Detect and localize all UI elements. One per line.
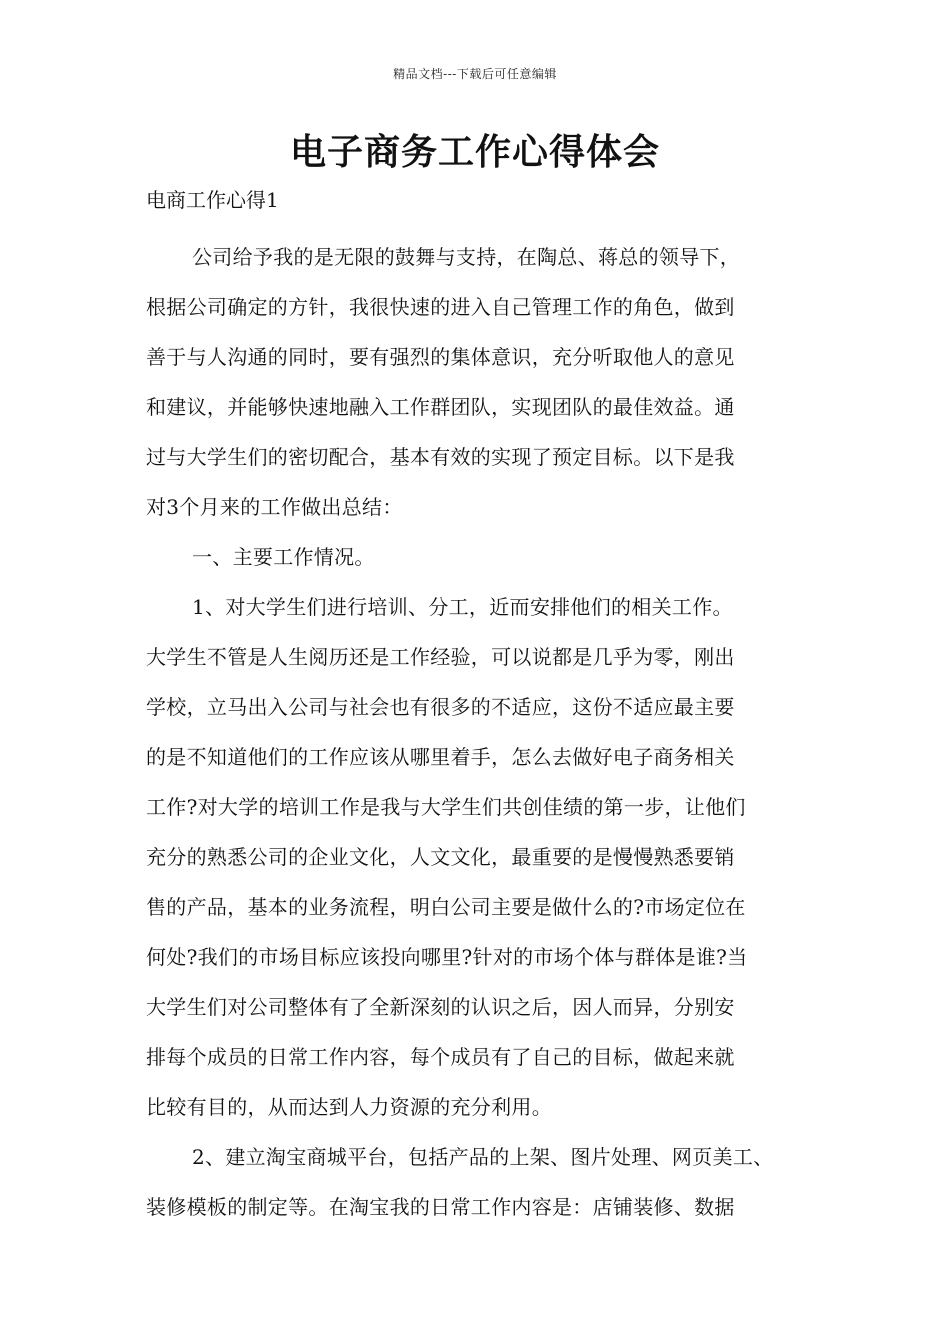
text-line: 一、主要工作情况。 <box>192 545 375 569</box>
text-line: 2、建立淘宝商城平台，包括产品的上架、图片处理、网页美工、 <box>192 1145 774 1169</box>
paragraph-section-heading <box>146 532 806 582</box>
text-line: 根据公司确定的方针，我很快速的进入自己管理工作的角色，做到 <box>146 295 735 319</box>
text-line: 善于与人沟通的同时，要有强烈的集体意识，充分听取他人的意见 <box>146 345 735 369</box>
document-body <box>146 232 806 1232</box>
text-line: 排每个成员的日常工作内容，每个成员有了自己的目标，做起来就 <box>146 1045 735 1069</box>
text-line: 学校，立马出入公司与社会也有很多的不适应，这份不适应最主要 <box>146 695 735 719</box>
text-line: 充分的熟悉公司的企业文化，人文文化，最重要的是慢慢熟悉要销 <box>146 845 735 869</box>
text-line: 工作?对大学的培训工作是我与大学生们共创佳绩的第一步，让他们 <box>146 795 746 819</box>
text-line: 装修模板的制定等。在淘宝我的日常工作内容是：店铺装修、数据 <box>146 1195 735 1219</box>
paragraph-item-2 <box>146 1132 806 1232</box>
text-line: 比较有目的，从而达到人力资源的充分利用。 <box>146 1095 552 1119</box>
section-subheading: 电商工作心得1 <box>146 188 279 212</box>
text-line: 和建议，并能够快速地融入工作群团队，实现团队的最佳效益。通 <box>146 395 735 419</box>
text-line: 的是不知道他们的工作应该从哪里着手，怎么去做好电子商务相关 <box>146 745 735 769</box>
header-note: 精品文档---下载后可任意编辑 <box>393 67 557 81</box>
document-title: 电子商务工作心得体会 <box>289 131 660 173</box>
text-line: 1、对大学生们进行培训、分工，近而安排他们的相关工作。 <box>192 595 733 619</box>
text-line: 对3个月来的工作做出总结： <box>146 495 403 519</box>
paragraph-item-1 <box>146 582 806 1132</box>
text-line: 公司给予我的是无限的鼓舞与支持，在陶总、蒋总的领导下， <box>192 245 741 269</box>
text-line: 何处?我们的市场目标应该投向哪里?针对的市场个体与群体是谁?当 <box>146 945 748 969</box>
text-line: 过与大学生们的密切配合，基本有效的实现了预定目标。以下是我 <box>146 445 735 469</box>
text-line: 大学生们对公司整体有了全新深刻的认识之后，因人而异，分别安 <box>146 995 735 1019</box>
paragraph-intro <box>146 232 806 532</box>
text-line: 售的产品，基本的业务流程，明白公司主要是做什么的?市场定位在 <box>146 895 746 919</box>
text-line: 大学生不管是人生阅历还是工作经验，可以说都是几乎为零，刚出 <box>146 645 735 669</box>
